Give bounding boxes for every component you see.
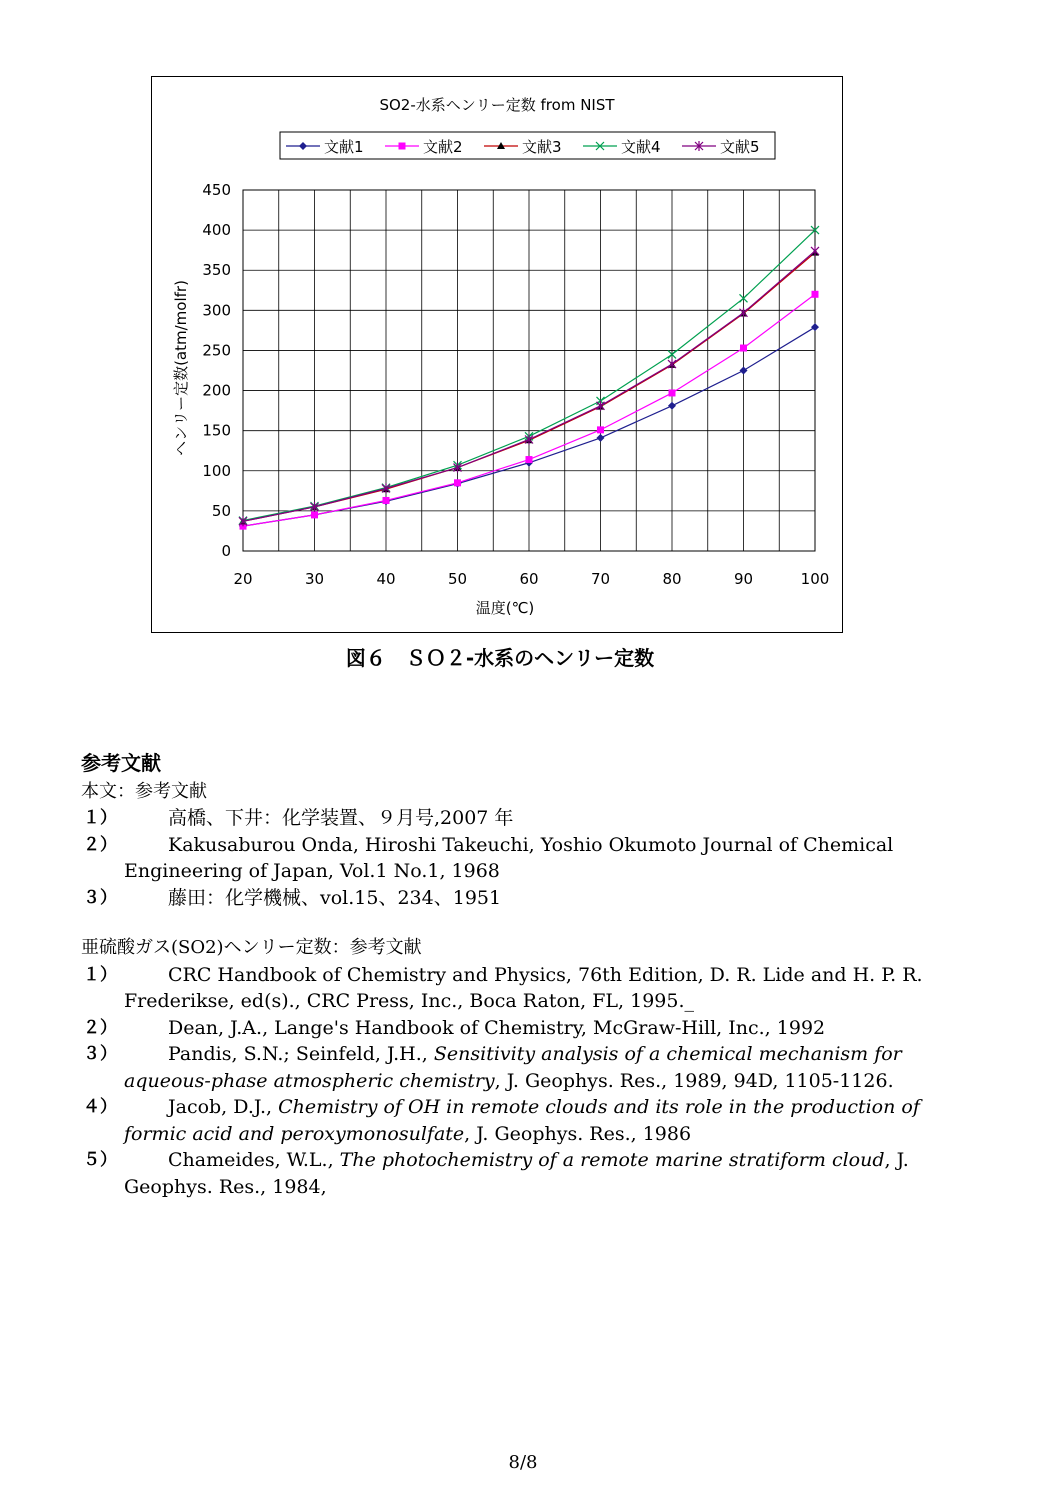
data-point <box>740 345 747 352</box>
references-heading: 参考文献 <box>81 751 161 775</box>
so2-references-label: 亜硫酸ガス(SO2)ヘンリー定数：参考文献 <box>81 937 422 958</box>
reference-number: ３） <box>83 887 117 908</box>
y-tick-label: 300 <box>202 301 231 320</box>
main-reference-item <box>81 832 981 885</box>
so2-reference-list <box>81 962 981 1201</box>
reference-number: ３） <box>83 1044 117 1064</box>
reference-number: ４） <box>83 1097 117 1117</box>
reference-text: Jacob, D.J., Chemistry of OH in remote clouds and its role in the production of formic acid and peroxymonosulfate, J. Geophys. Res., 1986 <box>124 1096 920 1145</box>
reference-text: 高橋、下井：化学装置、９月号,2007 年 <box>168 807 514 829</box>
so2-reference-item <box>81 1041 981 1094</box>
legend-label: 文献2 <box>423 138 463 156</box>
data-point <box>740 367 748 375</box>
legend-label: 文献1 <box>324 138 364 156</box>
legend-label: 文献3 <box>522 138 562 156</box>
y-tick-label: 50 <box>211 501 231 520</box>
data-point <box>740 308 748 318</box>
reference-number: １） <box>83 808 117 828</box>
y-tick-label: 400 <box>202 221 231 240</box>
reference-title: The photochemistry of a remote marine stratiform cloud <box>339 1149 885 1171</box>
y-tick-label: 100 <box>202 461 231 480</box>
so2-reference-item <box>81 962 981 1015</box>
reference-title: Chemistry of OH in remote clouds and its role in the production of formic acid and peroxymonosulfate <box>124 1096 920 1145</box>
y-tick-label: 250 <box>202 341 231 360</box>
chart-title: SO2-水系ヘンリー定数 from NIST <box>379 96 615 114</box>
x-tick-label: 50 <box>447 570 468 588</box>
data-point <box>811 323 819 331</box>
x-tick-label: 40 <box>376 570 396 588</box>
main-reference-item <box>81 885 981 912</box>
data-point <box>399 143 406 150</box>
y-tick-label: 450 <box>202 181 231 199</box>
data-point <box>668 402 676 410</box>
x-tick-label: 80 <box>662 570 682 588</box>
reference-title: Sensitivity analysis of a chemical mechanism for aqueous-phase atmospheric chemistry <box>124 1043 902 1092</box>
reference-text: Chameides, W.L., The photochemistry of a remote marine stratiform cloud, J. Geophys. Res., 1984, <box>124 1149 909 1198</box>
y-tick-label: 350 <box>202 261 231 280</box>
legend-label: 文献5 <box>720 138 760 156</box>
reference-text: Dean, J.A., Lange's Handbook of Chemistry, McGraw-Hill, Inc., 1992 <box>168 1016 826 1039</box>
x-tick-label: 70 <box>590 570 611 588</box>
data-point <box>454 479 461 486</box>
data-point <box>668 359 676 369</box>
reference-text: Kakusaburou Onda, Hiroshi Takeuchi, Yoshio Okumoto Journal of Chemical Engineering of Japan, Vol.1 No.1, 1968 <box>124 833 894 882</box>
reference-text: Pandis, S.N.; Seinfeld, J.H., Sensitivity analysis of a chemical mechanism for aqueous-phase atmospheric chemistry, J. Geophys. Res., 1989, 94D, 1105-1126. <box>124 1043 902 1092</box>
data-point <box>669 389 676 396</box>
data-point <box>311 511 318 518</box>
so2-reference-item <box>81 1015 981 1042</box>
x-axis-label: 温度(℃) <box>475 599 535 617</box>
page-number: 8/8 <box>508 1452 538 1473</box>
x-tick-label: 30 <box>304 570 325 588</box>
reference-text: CRC Handbook of Chemistry and Physics, 76th Edition, D. R. Lide and H. P. R. Frederikse, ed(s)., CRC Press, Inc., Boca Raton, FL, 1995._ <box>124 963 923 1012</box>
data-point <box>597 401 605 411</box>
so2-reference-item <box>81 1147 981 1200</box>
reference-number: １） <box>83 964 117 985</box>
x-tick-label: 100 <box>800 570 830 588</box>
data-point <box>383 497 390 504</box>
legend-label: 文献4 <box>621 138 661 156</box>
so2-reference-item <box>81 1094 981 1147</box>
y-tick-label: 0 <box>221 542 231 560</box>
main-reference-item <box>81 805 981 832</box>
x-tick-label: 90 <box>733 570 754 588</box>
data-point <box>812 291 819 298</box>
y-axis-label: ヘンリー定数(atm/molfr) <box>172 280 190 456</box>
data-point <box>811 246 819 256</box>
data-point <box>597 426 604 433</box>
references-section <box>81 750 981 1200</box>
main-references-label: 本文：参考文献 <box>81 780 207 802</box>
figure-caption: 図６ ＳＯ２-水系のヘンリー定数 <box>345 646 655 670</box>
reference-number: ５） <box>83 1150 117 1170</box>
x-tick-label: 60 <box>519 570 539 588</box>
data-point <box>597 434 605 442</box>
y-tick-label: 200 <box>202 381 231 400</box>
y-tick-label: 150 <box>202 421 231 440</box>
x-tick-label: 20 <box>233 570 253 588</box>
chart-frame <box>151 76 843 633</box>
main-reference-list <box>81 805 981 911</box>
data-point <box>526 456 533 463</box>
henry-constant-chart <box>152 77 844 634</box>
reference-text: 藤田：化学機械、vol.15、234、1951 <box>168 886 502 909</box>
reference-number: ２） <box>83 1017 117 1038</box>
reference-number: ２） <box>83 834 117 855</box>
